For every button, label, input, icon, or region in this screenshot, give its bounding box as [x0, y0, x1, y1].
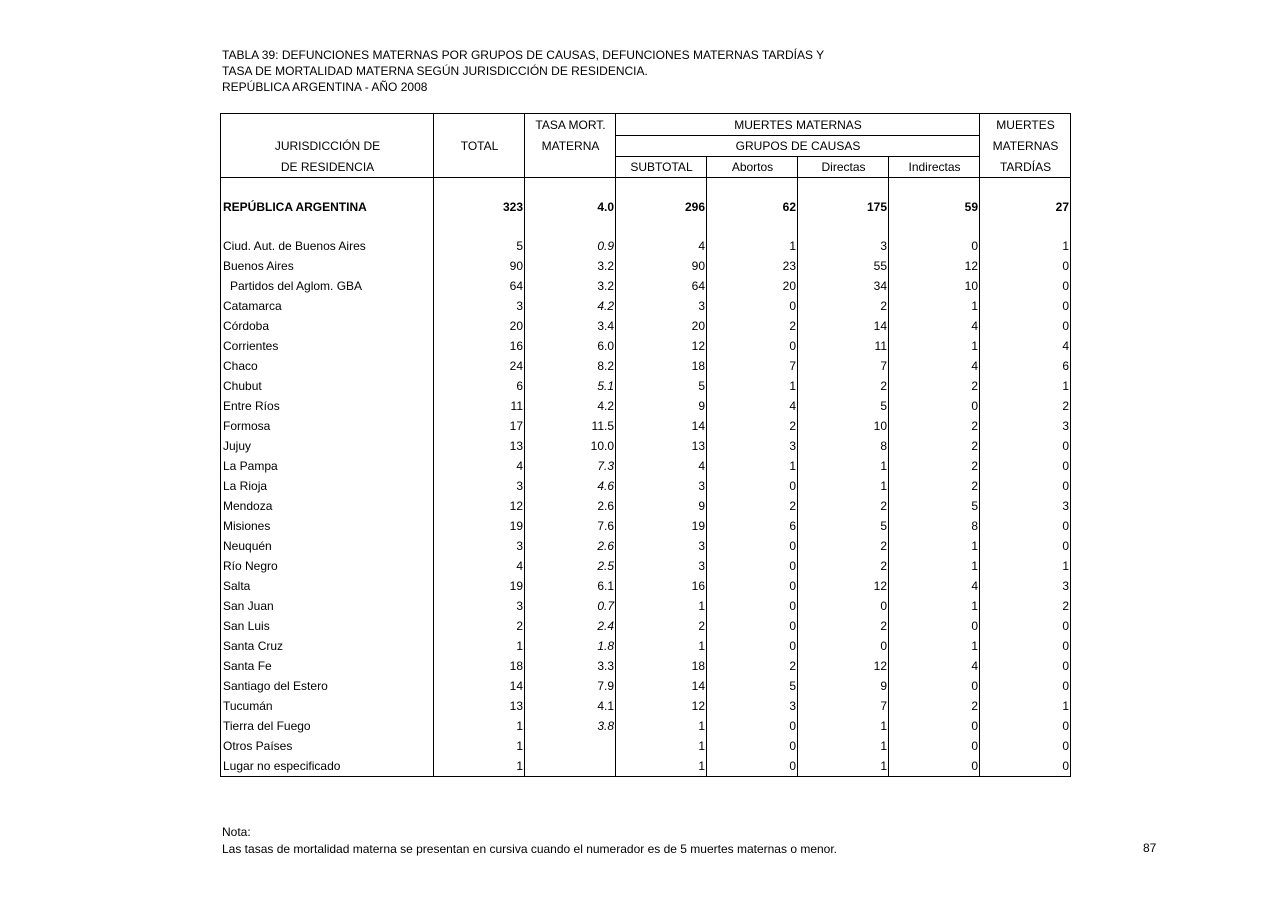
- row-name: Santa Fe: [221, 656, 434, 676]
- row-name: Tierra del Fuego: [221, 716, 434, 736]
- cell-total: 3: [434, 536, 525, 556]
- cell-tardias: 0: [980, 476, 1071, 496]
- note-label: Nota:: [222, 825, 251, 839]
- cell-abortos: 1: [707, 376, 798, 396]
- table-row: [221, 576, 1071, 596]
- cell-subtotal: 64: [616, 276, 707, 296]
- cell-tasa: 5.1: [525, 376, 616, 396]
- cell-tardias: 2: [980, 596, 1071, 616]
- cell-total: 11: [434, 396, 525, 416]
- header-tasa-line2: MATERNA: [525, 136, 616, 157]
- cell-subtotal: 1: [616, 736, 707, 756]
- cell-abortos: 0: [707, 616, 798, 636]
- header-tasa-blank: [525, 157, 616, 178]
- cell-tasa: 4.2: [525, 296, 616, 316]
- header-jurisdiccion-line1: JURISDICCIÓN DE: [221, 136, 434, 157]
- cell-subtotal: 2: [616, 616, 707, 636]
- header-jurisdiccion-line2: DE RESIDENCIA: [221, 157, 434, 178]
- table-row: [221, 356, 1071, 376]
- cell-abortos: 0: [707, 536, 798, 556]
- cell-total: 6: [434, 376, 525, 396]
- cell-total: 12: [434, 496, 525, 516]
- cell-tardias: 1: [980, 376, 1071, 396]
- cell-directas: 9: [798, 676, 889, 696]
- cell-tasa: 3.3: [525, 656, 616, 676]
- cell-abortos: 5: [707, 676, 798, 696]
- row-name: Tucumán: [221, 696, 434, 716]
- cell-tasa: 10.0: [525, 436, 616, 456]
- cell-subtotal: 3: [616, 536, 707, 556]
- cell-tardias: 0: [980, 636, 1071, 656]
- header-muertes-maternas: MUERTES MATERNAS: [616, 114, 980, 136]
- cell-directas: 2: [798, 496, 889, 516]
- header-tardias-line2: MATERNAS: [980, 136, 1071, 157]
- cell-abortos: 6: [707, 516, 798, 536]
- row-name: Lugar no especificado: [221, 756, 434, 777]
- cell-total: 14: [434, 676, 525, 696]
- cell-total: 5: [434, 236, 525, 256]
- cell-tasa: 3.2: [525, 256, 616, 276]
- cell-subtotal: 296: [616, 196, 707, 218]
- cell-abortos: 3: [707, 436, 798, 456]
- header-tardias-line3: TARDÍAS: [980, 157, 1071, 178]
- table-row: [221, 276, 1071, 296]
- cell-total: 1: [434, 636, 525, 656]
- cell-subtotal: 14: [616, 676, 707, 696]
- row-name: Río Negro: [221, 556, 434, 576]
- spacer-row: [221, 178, 1071, 197]
- table-row: [221, 696, 1071, 716]
- table-row: [221, 736, 1071, 756]
- row-name: Santiago del Estero: [221, 676, 434, 696]
- cell-abortos: 23: [707, 256, 798, 276]
- cell-indirectas: 2: [889, 456, 980, 476]
- cell-indirectas: 0: [889, 756, 980, 777]
- header-directas: Directas: [798, 157, 889, 178]
- cell-abortos: 2: [707, 316, 798, 336]
- cell-abortos: 0: [707, 296, 798, 316]
- table-row: [221, 456, 1071, 476]
- header-total: TOTAL: [434, 136, 525, 157]
- table-row: [221, 636, 1071, 656]
- cell-total: 13: [434, 436, 525, 456]
- cell-abortos: 4: [707, 396, 798, 416]
- cell-tasa: 4.2: [525, 396, 616, 416]
- cell-subtotal: 9: [616, 396, 707, 416]
- note-text: Las tasas de mortalidad materna se presentan en cursiva cuando el numerador es de 5 muertes maternas o menor.: [222, 842, 838, 856]
- cell-total: 18: [434, 656, 525, 676]
- cell-directas: 2: [798, 616, 889, 636]
- row-name: Neuquén: [221, 536, 434, 556]
- cell-tardias: 4: [980, 336, 1071, 356]
- header-jurisdiccion-blank: [221, 114, 434, 136]
- cell-tardias: 0: [980, 736, 1071, 756]
- cell-tardias: 0: [980, 436, 1071, 456]
- cell-indirectas: 2: [889, 696, 980, 716]
- cell-tasa: 8.2: [525, 356, 616, 376]
- row-name: Misiones: [221, 516, 434, 536]
- table-row: [221, 676, 1071, 696]
- cell-subtotal: 4: [616, 456, 707, 476]
- cell-tardias: 0: [980, 656, 1071, 676]
- cell-total: 3: [434, 476, 525, 496]
- cell-tardias: 2: [980, 396, 1071, 416]
- cell-tasa: 7.9: [525, 676, 616, 696]
- cell-indirectas: 1: [889, 536, 980, 556]
- cell-tasa: 3.4: [525, 316, 616, 336]
- cell-tardias: 1: [980, 236, 1071, 256]
- cell-directas: 12: [798, 576, 889, 596]
- cell-indirectas: 59: [889, 196, 980, 218]
- cell-tardias: 27: [980, 196, 1071, 218]
- cell-indirectas: 2: [889, 416, 980, 436]
- cell-subtotal: 12: [616, 696, 707, 716]
- row-name: Buenos Aires: [221, 256, 434, 276]
- cell-tardias: 3: [980, 496, 1071, 516]
- cell-abortos: 0: [707, 576, 798, 596]
- cell-total: 323: [434, 196, 525, 218]
- row-name: La Rioja: [221, 476, 434, 496]
- cell-abortos: 20: [707, 276, 798, 296]
- row-name: REPÚBLICA ARGENTINA: [221, 196, 434, 218]
- cell-indirectas: 4: [889, 656, 980, 676]
- cell-tasa: 6.1: [525, 576, 616, 596]
- cell-total: 3: [434, 296, 525, 316]
- cell-abortos: 0: [707, 556, 798, 576]
- cell-tasa: 3.8: [525, 716, 616, 736]
- cell-tardias: 0: [980, 756, 1071, 777]
- cell-total: 90: [434, 256, 525, 276]
- cell-tasa: 6.0: [525, 336, 616, 356]
- cell-total: 3: [434, 596, 525, 616]
- cell-directas: 1: [798, 716, 889, 736]
- table-row: [221, 616, 1071, 636]
- header-abortos: Abortos: [707, 157, 798, 178]
- table-header: [221, 114, 1071, 178]
- cell-tasa: 4.6: [525, 476, 616, 496]
- cell-subtotal: 1: [616, 756, 707, 777]
- cell-subtotal: 12: [616, 336, 707, 356]
- cell-subtotal: 20: [616, 316, 707, 336]
- cell-directas: 2: [798, 376, 889, 396]
- cell-tasa: [525, 756, 616, 777]
- cell-tardias: 3: [980, 576, 1071, 596]
- cell-directas: 7: [798, 696, 889, 716]
- cell-tasa: 2.5: [525, 556, 616, 576]
- cell-directas: 34: [798, 276, 889, 296]
- table-row: [221, 316, 1071, 336]
- table-row: [221, 516, 1071, 536]
- cell-tardias: 0: [980, 536, 1071, 556]
- table-row: [221, 756, 1071, 777]
- header-grupos-de-causas: GRUPOS DE CAUSAS: [616, 136, 980, 157]
- cell-subtotal: 1: [616, 596, 707, 616]
- table-row: [221, 436, 1071, 456]
- cell-subtotal: 5: [616, 376, 707, 396]
- header-tasa-line1: TASA MORT.: [525, 114, 616, 136]
- row-name: San Juan: [221, 596, 434, 616]
- table-title: [222, 47, 824, 95]
- cell-indirectas: 2: [889, 476, 980, 496]
- cell-directas: 8: [798, 436, 889, 456]
- maternal-deaths-table: [220, 113, 1071, 777]
- cell-directas: 10: [798, 416, 889, 436]
- cell-total: 19: [434, 516, 525, 536]
- cell-indirectas: 1: [889, 296, 980, 316]
- cell-indirectas: 0: [889, 716, 980, 736]
- cell-indirectas: 1: [889, 636, 980, 656]
- cell-subtotal: 3: [616, 556, 707, 576]
- cell-directas: 1: [798, 756, 889, 777]
- cell-directas: 0: [798, 636, 889, 656]
- cell-tardias: 0: [980, 616, 1071, 636]
- cell-tasa: 7.6: [525, 516, 616, 536]
- cell-abortos: 0: [707, 716, 798, 736]
- row-name: San Luis: [221, 616, 434, 636]
- table-row: [221, 256, 1071, 276]
- cell-tasa: 2.6: [525, 536, 616, 556]
- cell-tasa: 4.0: [525, 196, 616, 218]
- cell-abortos: 0: [707, 596, 798, 616]
- cell-directas: 11: [798, 336, 889, 356]
- cell-indirectas: 12: [889, 256, 980, 276]
- cell-tardias: 3: [980, 416, 1071, 436]
- cell-directas: 1: [798, 476, 889, 496]
- table-row: [221, 536, 1071, 556]
- cell-tasa: 2.6: [525, 496, 616, 516]
- table-row: [221, 376, 1071, 396]
- cell-directas: 14: [798, 316, 889, 336]
- title-line-2: TASA DE MORTALIDAD MATERNA SEGÚN JURISDICCIÓN DE RESIDENCIA.: [222, 64, 648, 78]
- cell-indirectas: 1: [889, 556, 980, 576]
- row-name: Santa Cruz: [221, 636, 434, 656]
- cell-directas: 12: [798, 656, 889, 676]
- row-name: Córdoba: [221, 316, 434, 336]
- cell-directas: 3: [798, 236, 889, 256]
- cell-indirectas: 8: [889, 516, 980, 536]
- cell-tasa: 2.4: [525, 616, 616, 636]
- header-total-blank-2: [434, 157, 525, 178]
- cell-total: 17: [434, 416, 525, 436]
- cell-subtotal: 16: [616, 576, 707, 596]
- page-number: 87: [1143, 841, 1157, 855]
- cell-subtotal: 18: [616, 656, 707, 676]
- cell-subtotal: 4: [616, 236, 707, 256]
- cell-abortos: 7: [707, 356, 798, 376]
- cell-directas: 2: [798, 296, 889, 316]
- table-row: [221, 596, 1071, 616]
- cell-total: 19: [434, 576, 525, 596]
- cell-abortos: 0: [707, 736, 798, 756]
- table-row: [221, 236, 1071, 256]
- row-name: Mendoza: [221, 496, 434, 516]
- cell-indirectas: 1: [889, 336, 980, 356]
- table-row: [221, 476, 1071, 496]
- row-name: Otros Países: [221, 736, 434, 756]
- cell-abortos: 0: [707, 756, 798, 777]
- cell-indirectas: 0: [889, 616, 980, 636]
- cell-indirectas: 0: [889, 236, 980, 256]
- cell-indirectas: 0: [889, 736, 980, 756]
- cell-abortos: 1: [707, 456, 798, 476]
- cell-indirectas: 1: [889, 596, 980, 616]
- cell-tasa: 7.3: [525, 456, 616, 476]
- row-name: Chaco: [221, 356, 434, 376]
- table-row: [221, 296, 1071, 316]
- cell-indirectas: 2: [889, 436, 980, 456]
- row-name: Corrientes: [221, 336, 434, 356]
- cell-subtotal: 1: [616, 716, 707, 736]
- table-row: [221, 656, 1071, 676]
- cell-subtotal: 3: [616, 476, 707, 496]
- cell-subtotal: 1: [616, 636, 707, 656]
- total-row: [221, 196, 1071, 218]
- row-name: La Pampa: [221, 456, 434, 476]
- cell-directas: 5: [798, 516, 889, 536]
- row-name: Catamarca: [221, 296, 434, 316]
- cell-subtotal: 18: [616, 356, 707, 376]
- cell-total: 4: [434, 556, 525, 576]
- row-name: Formosa: [221, 416, 434, 436]
- cell-directas: 2: [798, 556, 889, 576]
- cell-abortos: 2: [707, 496, 798, 516]
- cell-tardias: 0: [980, 516, 1071, 536]
- cell-indirectas: 0: [889, 676, 980, 696]
- cell-total: 24: [434, 356, 525, 376]
- cell-indirectas: 4: [889, 576, 980, 596]
- cell-tasa: 3.2: [525, 276, 616, 296]
- cell-tardias: 0: [980, 716, 1071, 736]
- cell-tardias: 0: [980, 456, 1071, 476]
- cell-tasa: [525, 736, 616, 756]
- cell-subtotal: 19: [616, 516, 707, 536]
- cell-total: 1: [434, 716, 525, 736]
- cell-tardias: 0: [980, 296, 1071, 316]
- cell-directas: 5: [798, 396, 889, 416]
- row-name: Chubut: [221, 376, 434, 396]
- header-total-blank: [434, 114, 525, 136]
- row-name: Entre Ríos: [221, 396, 434, 416]
- cell-abortos: 62: [707, 196, 798, 218]
- cell-total: 13: [434, 696, 525, 716]
- cell-indirectas: 10: [889, 276, 980, 296]
- cell-abortos: 2: [707, 416, 798, 436]
- row-name: Jujuy: [221, 436, 434, 456]
- cell-total: 1: [434, 736, 525, 756]
- cell-directas: 1: [798, 456, 889, 476]
- cell-indirectas: 5: [889, 496, 980, 516]
- row-name: Salta: [221, 576, 434, 596]
- cell-total: 20: [434, 316, 525, 336]
- cell-tardias: 0: [980, 256, 1071, 276]
- cell-tardias: 6: [980, 356, 1071, 376]
- cell-tardias: 1: [980, 696, 1071, 716]
- cell-total: 2: [434, 616, 525, 636]
- cell-directas: 2: [798, 536, 889, 556]
- cell-subtotal: 3: [616, 296, 707, 316]
- cell-total: 4: [434, 456, 525, 476]
- cell-tasa: 0.7: [525, 596, 616, 616]
- cell-abortos: 2: [707, 656, 798, 676]
- cell-subtotal: 9: [616, 496, 707, 516]
- table-row: [221, 396, 1071, 416]
- cell-directas: 55: [798, 256, 889, 276]
- cell-tardias: 1: [980, 556, 1071, 576]
- header-indirectas: Indirectas: [889, 157, 980, 178]
- table-row: [221, 556, 1071, 576]
- cell-tasa: 11.5: [525, 416, 616, 436]
- cell-indirectas: 2: [889, 376, 980, 396]
- cell-abortos: 0: [707, 636, 798, 656]
- row-name: Ciud. Aut. de Buenos Aires: [221, 236, 434, 256]
- cell-indirectas: 4: [889, 316, 980, 336]
- cell-total: 1: [434, 756, 525, 777]
- cell-tasa: 0.9: [525, 236, 616, 256]
- header-tardias-line1: MUERTES: [980, 114, 1071, 136]
- cell-directas: 1: [798, 736, 889, 756]
- table-row: [221, 496, 1071, 516]
- cell-directas: 7: [798, 356, 889, 376]
- row-name: Partidos del Aglom. GBA: [221, 276, 434, 296]
- cell-abortos: 3: [707, 696, 798, 716]
- spacer-row: [221, 218, 1071, 236]
- cell-directas: 175: [798, 196, 889, 218]
- cell-directas: 0: [798, 596, 889, 616]
- title-line-3: REPÚBLICA ARGENTINA - AÑO 2008: [222, 80, 428, 94]
- cell-tasa: 4.1: [525, 696, 616, 716]
- cell-tardias: 0: [980, 676, 1071, 696]
- cell-abortos: 0: [707, 336, 798, 356]
- cell-indirectas: 4: [889, 356, 980, 376]
- cell-tasa: 1.8: [525, 636, 616, 656]
- cell-tardias: 0: [980, 316, 1071, 336]
- table-row: [221, 336, 1071, 356]
- cell-abortos: 0: [707, 476, 798, 496]
- table-body: [221, 178, 1071, 777]
- cell-abortos: 1: [707, 236, 798, 256]
- cell-subtotal: 90: [616, 256, 707, 276]
- header-subtotal: SUBTOTAL: [616, 157, 707, 178]
- cell-indirectas: 0: [889, 396, 980, 416]
- table-row: [221, 716, 1071, 736]
- table-note: [222, 824, 837, 858]
- cell-tardias: 0: [980, 276, 1071, 296]
- cell-subtotal: 14: [616, 416, 707, 436]
- table-row: [221, 416, 1071, 436]
- cell-total: 64: [434, 276, 525, 296]
- cell-subtotal: 13: [616, 436, 707, 456]
- cell-total: 16: [434, 336, 525, 356]
- title-line-1: TABLA 39: DEFUNCIONES MATERNAS POR GRUPOS DE CAUSAS, DEFUNCIONES MATERNAS TARDÍAS Y: [222, 48, 825, 62]
